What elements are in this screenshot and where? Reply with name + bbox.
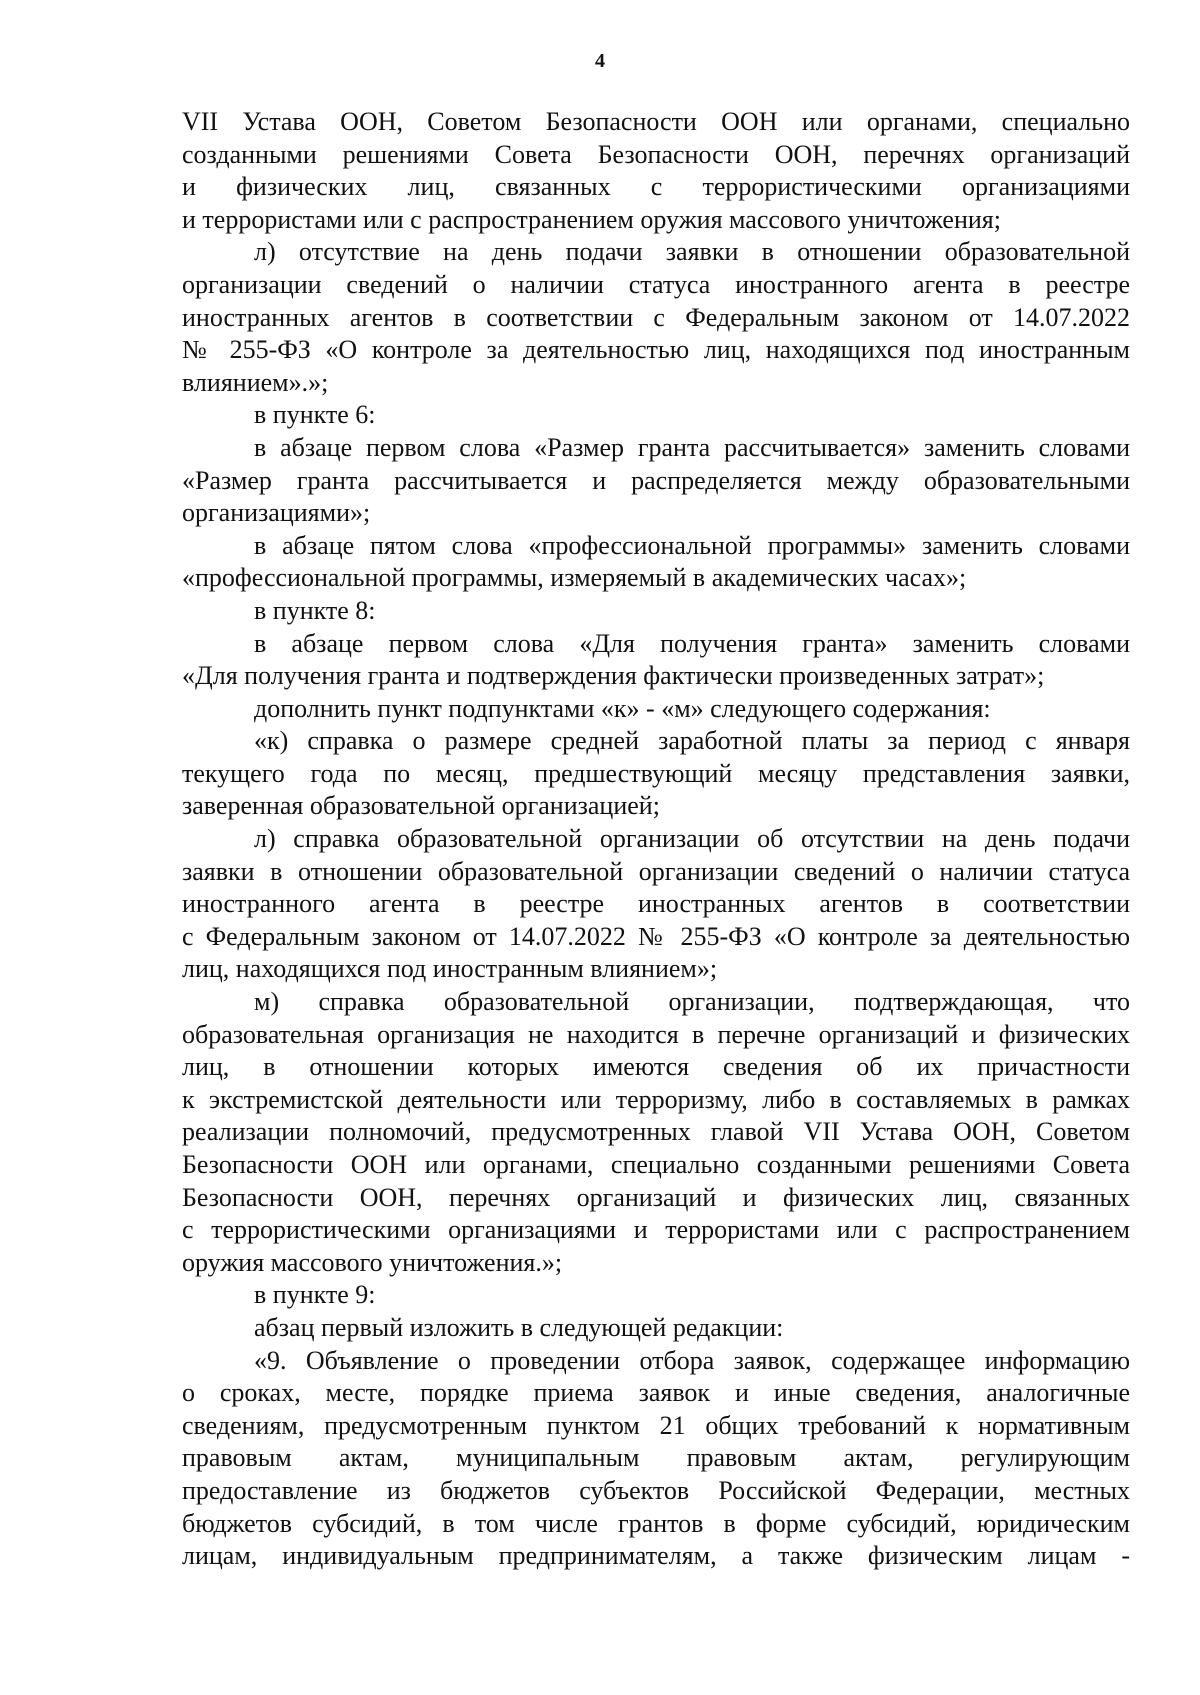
text-line: «Для получения гранта и подтверждения фактически произведенных затрат»;	[182, 661, 1045, 691]
text-line: организации сведений о наличии статуса иностранного агента в реестре	[182, 269, 1130, 299]
text-line: оружия массового уничтожения.»;	[182, 1247, 563, 1277]
text-line: сведениям, предусмотренным пунктом 21 общих требований к нормативным	[182, 1410, 1130, 1440]
text-line: иностранных агентов в соответствии с Федеральным законом от 14.07.2022	[182, 302, 1130, 332]
text-line: в пункте 8:	[254, 595, 376, 625]
text-line: реализации полномочий, предусмотренных главой VII Устава ООН, Советом	[182, 1117, 1130, 1147]
text-line: предоставление из бюджетов субъектов Российской Федерации, местных	[182, 1475, 1130, 1505]
text-line: лиц, в отношении которых имеются сведения об их причастности	[182, 1052, 1130, 1082]
text-line: к экстремистской деятельности или терроризму, либо в составляемых в рамках	[182, 1084, 1130, 1114]
text-line: в абзаце первом слова «Размер гранта рассчитывается» заменить словами	[254, 432, 1130, 462]
text-line: и террористами или с распространением оружия массового уничтожения;	[182, 204, 1001, 234]
text-line: Безопасности ООН или органами, специально созданными решениями Совета	[182, 1150, 1130, 1179]
text-line: в пункте 6:	[254, 400, 376, 430]
text-line: организациями»;	[182, 498, 371, 528]
text-line: созданными решениями Совета Безопасности ООН, перечнях организаций	[182, 139, 1130, 169]
text-line: абзац первый изложить в следующей редакции:	[254, 1312, 784, 1342]
text-line: л) отсутствие на день подачи заявки в отношении образовательной	[254, 237, 1130, 267]
text-line: бюджетов субсидий, в том числе грантов в форме субсидий, юридическим	[182, 1508, 1130, 1538]
text-line: и физических лиц, связанных с террористическими организациями	[182, 172, 1130, 202]
text-line: в пункте 9:	[254, 1280, 376, 1310]
text-line: лицам, индивидуальным предпринимателям, а также физическим лицам -	[182, 1541, 1130, 1571]
page-number: 4	[595, 50, 605, 72]
text-line: «к) справка о размере средней заработной платы за период с января	[254, 726, 1130, 756]
text-line: л) справка образовательной организации об отсутствии на день подачи	[254, 824, 1130, 854]
text-line: м) справка образовательной организации, подтверждающая, что	[254, 987, 1130, 1017]
text-line: текущего года по месяц, предшествующий месяцу представления заявки,	[182, 758, 1130, 788]
text-line: влиянием».»;	[182, 367, 329, 397]
text-line: с террористическими организациями и террористами или с распространением	[182, 1215, 1130, 1245]
text-line: заявки в отношении образовательной организации сведений о наличии статуса	[182, 856, 1130, 886]
text-line: в абзаце пятом слова «профессиональной программы» заменить словами	[254, 530, 1130, 560]
text-line: Безопасности ООН, перечнях организаций и физических лиц, связанных	[182, 1182, 1130, 1212]
text-line: с Федеральным законом от 14.07.2022 № 255-ФЗ «О контроле за деятельностью	[182, 921, 1130, 951]
text-line: правовым актам, муниципальным правовым актам, регулирующим	[182, 1443, 1130, 1473]
document-body	[182, 106, 1130, 1573]
text-line: о сроках, месте, порядке приема заявок и иные сведения, аналогичные	[182, 1378, 1130, 1408]
text-line: «Размер гранта рассчитывается и распределяется между образовательными	[182, 465, 1130, 495]
text-line: лиц, находящихся под иностранным влиянием»;	[182, 954, 718, 984]
text-line: иностранного агента в реестре иностранных агентов в соответствии	[182, 889, 1130, 919]
text-line: VII Устава ООН, Советом Безопасности ООН или органами, специально	[182, 107, 1130, 136]
text-line: образовательная организация не находится в перечне организаций и физических	[182, 1019, 1130, 1049]
text-line: дополнить пункт подпунктами «к» - «м» следующего содержания:	[254, 693, 991, 723]
text-line: № 255-ФЗ «О контроле за деятельностью лиц, находящихся под иностранным	[182, 335, 1130, 365]
text-line: заверенная образовательной организацией;	[182, 791, 660, 821]
text-line: «9. Объявление о проведении отбора заявок, содержащее информацию	[254, 1345, 1130, 1375]
text-line: «профессиональной программы, измеряемый в академических часах»;	[182, 563, 967, 593]
text-line: в абзаце первом слова «Для получения гранта» заменить словами	[254, 628, 1130, 658]
